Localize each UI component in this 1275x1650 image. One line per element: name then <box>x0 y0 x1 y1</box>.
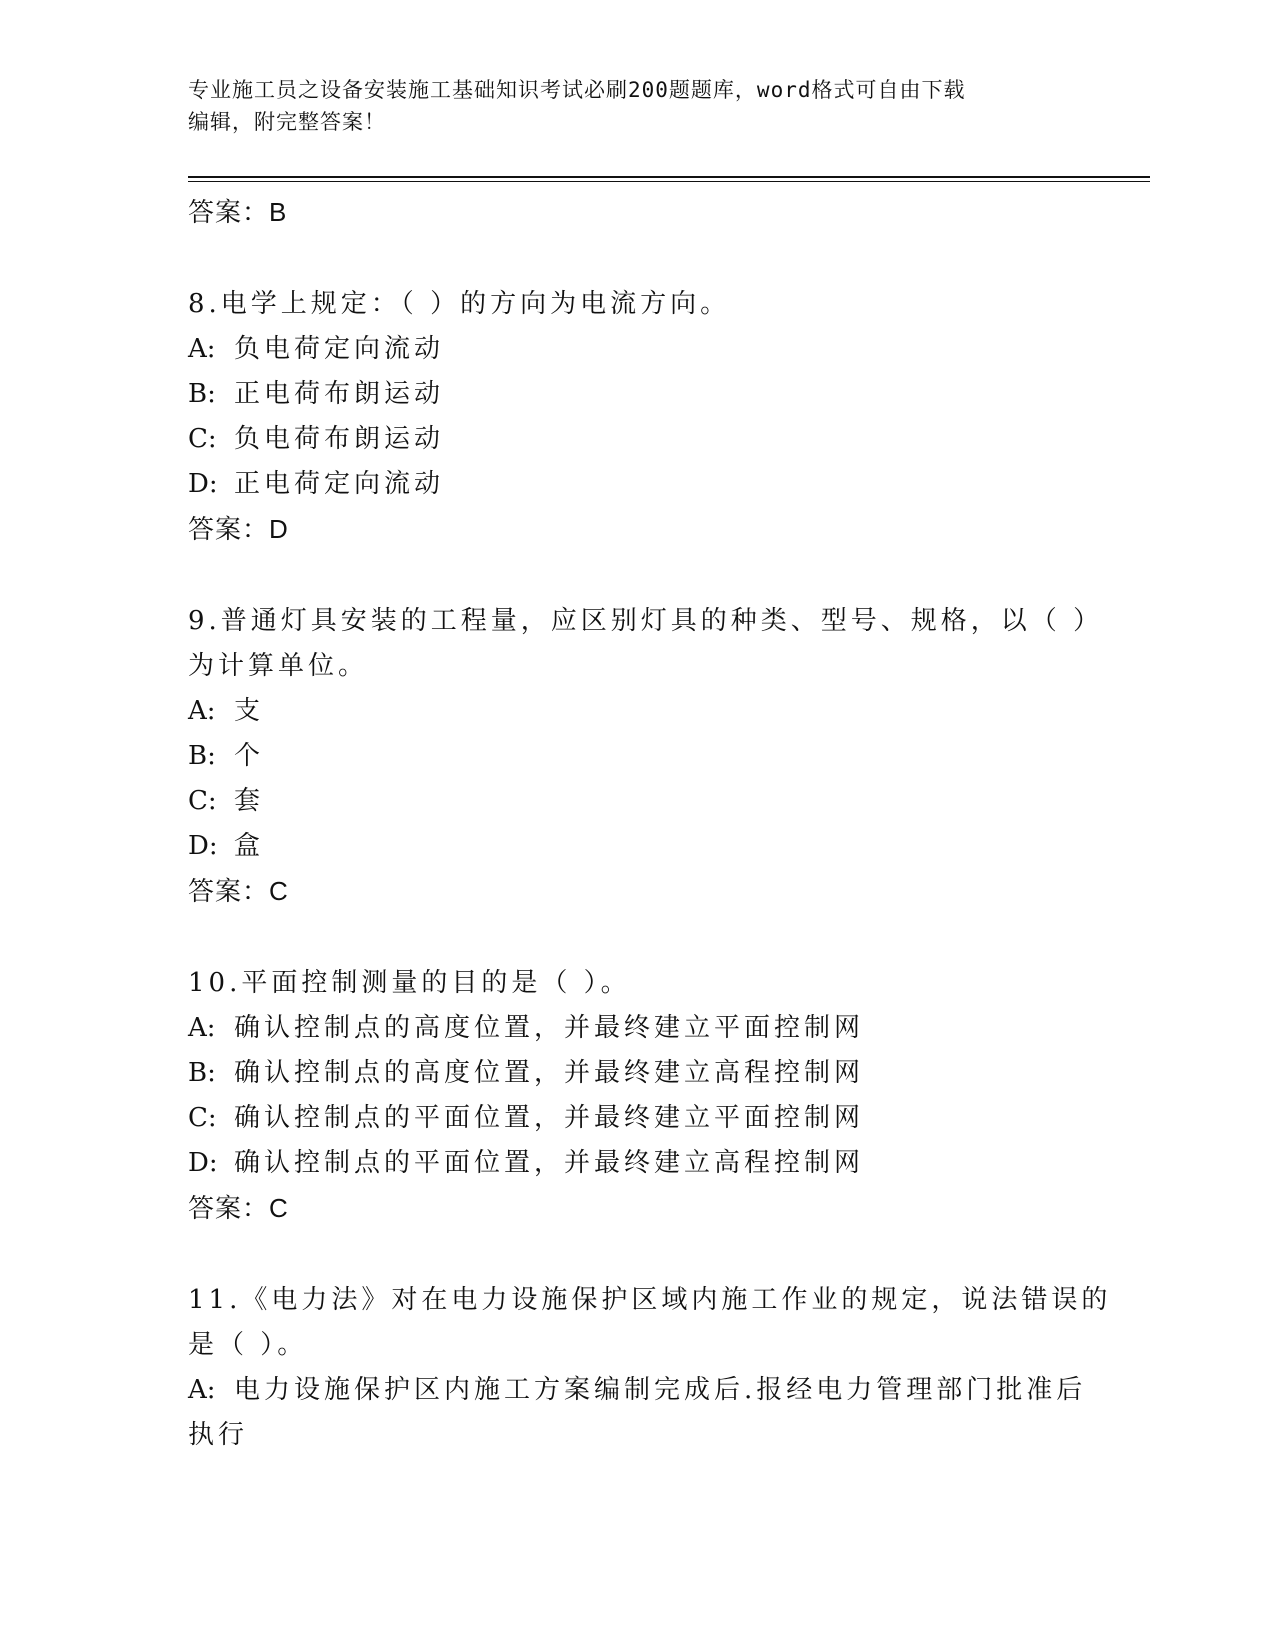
question-stem-continuation: 是（ ）。 <box>188 1330 308 1360</box>
option-key: C: <box>188 786 217 816</box>
option-key: D: <box>188 469 218 499</box>
header-line-2: 编辑，附完整答案！ <box>188 110 386 134</box>
option-d <box>188 462 1088 507</box>
option-c <box>188 779 1088 824</box>
answer-line <box>188 869 1088 914</box>
option-key: B: <box>188 379 216 409</box>
option-a <box>188 327 1088 372</box>
option-key: B: <box>188 1058 216 1088</box>
answer-label: 答案： <box>188 514 270 544</box>
question-stem: 10.平面控制测量的目的是（ ）。 <box>188 968 631 998</box>
option-text: 支 <box>234 696 265 726</box>
answer-label: 答案： <box>188 1193 270 1223</box>
option-key: B: <box>188 741 216 771</box>
option-a <box>188 689 1088 734</box>
option-text: 电力设施保护区内施工方案编制完成后.报经电力管理部门批准后 <box>234 1375 1087 1405</box>
option-key: C: <box>188 1103 217 1133</box>
option-key: A: <box>188 1375 216 1405</box>
option-d <box>188 824 1088 869</box>
option-text: 正电荷定向流动 <box>234 469 445 499</box>
answer-line <box>188 1186 1088 1231</box>
option-text: 正电荷布朗运动 <box>234 379 445 409</box>
option-b <box>188 1051 1088 1096</box>
option-key: A: <box>188 334 216 364</box>
option-key: C: <box>188 424 217 454</box>
question-block <box>188 599 1104 914</box>
answer-line <box>188 190 1088 235</box>
option-b <box>188 734 1088 779</box>
question-list <box>188 190 1112 1458</box>
header-line-1: 专业施工员之设备安装施工基础知识考试必刷200题题库，word格式可自由下载 <box>188 78 966 102</box>
header-rule-thin <box>188 181 1150 182</box>
option-text: 确认控制点的平面位置，并最终建立平面控制网 <box>234 1103 865 1133</box>
option-text: 确认控制点的高度位置，并最终建立高程控制网 <box>234 1058 865 1088</box>
option-text: 套 <box>234 786 265 816</box>
question-stem: 8.电学上规定：（ ）的方向为电流方向。 <box>188 289 731 319</box>
answer-label: 答案： <box>188 876 270 906</box>
option-text: 盒 <box>234 831 265 861</box>
question-stem: 11.《电力法》对在电力设施保护区域内施工作业的规定，说法错误的 <box>188 1285 1112 1315</box>
answer-value: D <box>269 514 289 544</box>
question-block <box>188 1278 1112 1458</box>
option-key: A: <box>188 696 216 726</box>
option-text: 负电荷定向流动 <box>234 334 445 364</box>
answer-line <box>188 507 1088 552</box>
option-a-continuation: 执行 <box>188 1420 249 1450</box>
answer-value: C <box>269 1193 289 1223</box>
question-stem: 9.普通灯具安装的工程量，应区别灯具的种类、型号、规格，以（ ） <box>188 606 1104 636</box>
option-text: 个 <box>234 741 265 771</box>
document-header <box>188 74 1088 138</box>
header-rule-thick <box>188 176 1150 178</box>
option-c <box>188 417 1088 462</box>
answer-value: B <box>269 197 288 227</box>
question-stem-continuation: 为计算单位。 <box>188 651 369 681</box>
option-key: D: <box>188 1148 218 1178</box>
option-d <box>188 1141 1088 1186</box>
option-text: 确认控制点的高度位置，并最终建立平面控制网 <box>234 1013 865 1043</box>
option-a <box>188 1006 1088 1051</box>
question-block <box>188 282 1088 552</box>
option-key: A: <box>188 1013 216 1043</box>
option-key: D: <box>188 831 218 861</box>
answer-value: C <box>269 876 289 906</box>
option-text: 确认控制点的平面位置，并最终建立高程控制网 <box>234 1148 865 1178</box>
answer-label: 答案： <box>188 197 270 227</box>
question-block <box>188 961 1088 1231</box>
option-c <box>188 1096 1088 1141</box>
option-b <box>188 372 1088 417</box>
option-a <box>188 1368 1088 1413</box>
option-text: 负电荷布朗运动 <box>234 424 445 454</box>
